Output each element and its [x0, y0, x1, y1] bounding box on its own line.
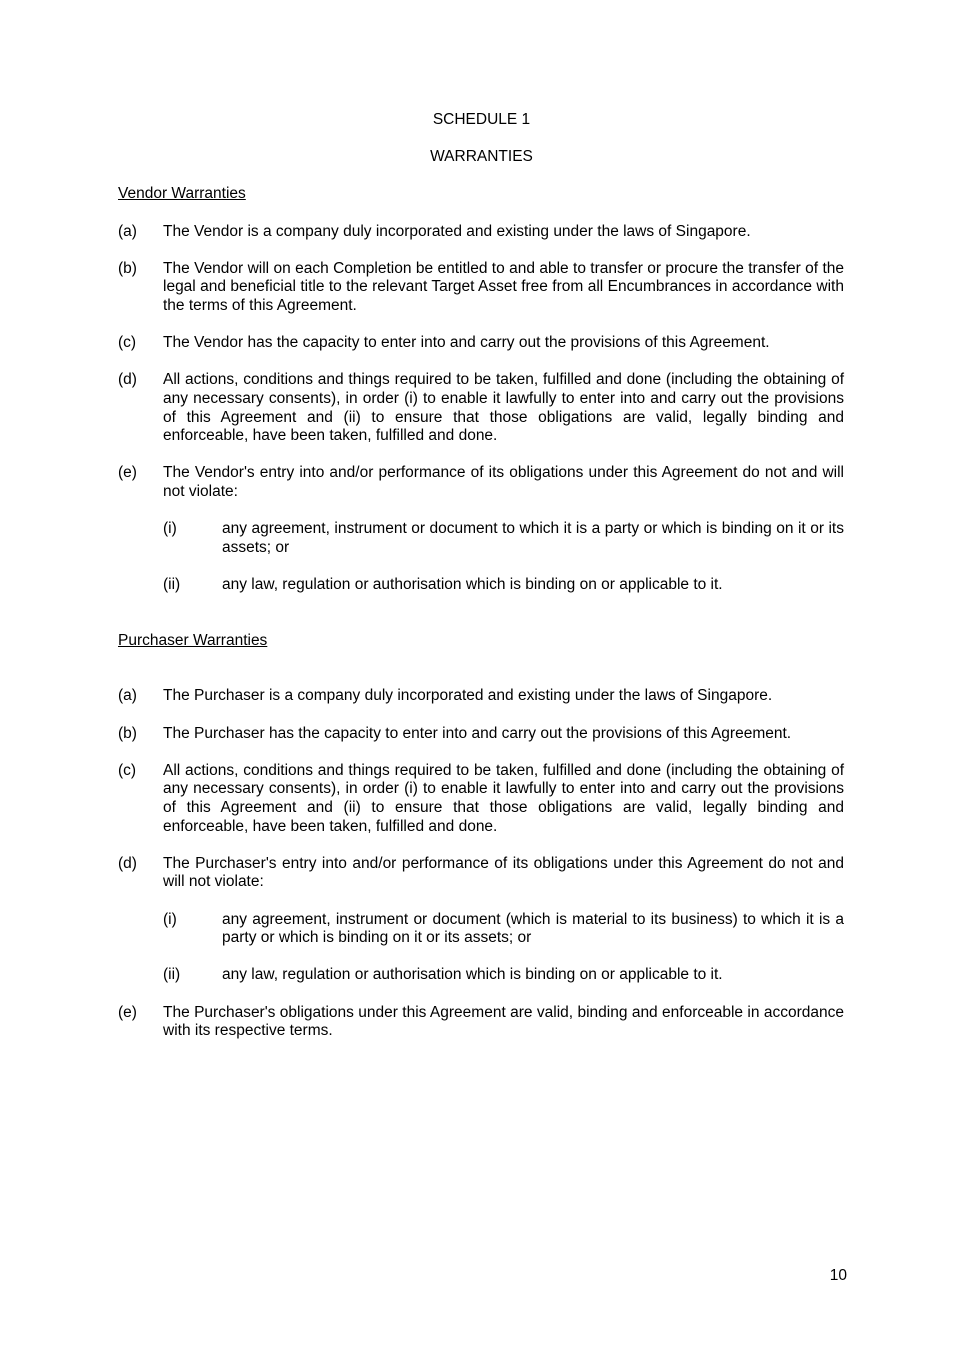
list-item-vendor-d [118, 371, 847, 445]
sub-list-item-vendor-e-i [118, 520, 847, 557]
subitem-text: any law, regulation or authorisation which is binding on or applicable to it. [222, 575, 723, 593]
item-label: (a) [118, 687, 137, 705]
subitem-label: (ii) [163, 966, 181, 984]
item-label: (e) [118, 464, 137, 482]
sub-list-item-vendor-e-ii [118, 576, 847, 595]
page-number: 10 [829, 1267, 847, 1284]
subitem-label: (i) [163, 520, 177, 538]
subitem-text: any law, regulation or authorisation which is binding on or applicable to it. [222, 966, 723, 984]
subitem-label: (i) [163, 910, 177, 928]
list-item-purchaser-a [118, 687, 847, 706]
item-text: The Purchaser's obligations under this Agreement are valid, binding and enforceable in accordance with its respective terms. [163, 1003, 844, 1040]
item-label: (c) [118, 334, 137, 352]
item-text: The Vendor has the capacity to enter into and carry out the provisions of this Agreement. [163, 334, 770, 352]
item-label: (b) [118, 259, 137, 277]
item-label: (a) [118, 222, 137, 240]
list-item-purchaser-b [118, 725, 847, 744]
item-text: The Vendor is a company duly incorporated and existing under the laws of Singapore. [163, 222, 751, 240]
list-item-purchaser-d [118, 855, 847, 892]
sub-list-item-purchaser-d-ii [118, 966, 847, 985]
item-text: The Purchaser has the capacity to enter into and carry out the provisions of this Agreement. [163, 724, 792, 742]
list-item-purchaser-e [118, 1004, 847, 1041]
schedule-title: SCHEDULE 1 [432, 111, 531, 128]
section-heading-purchaser-warranties: Purchaser Warranties [118, 631, 268, 649]
section-heading-vendor-warranties: Vendor Warranties [118, 185, 246, 203]
subitem-text: any agreement, instrument or document (which is material to its business) to which it is a party or which is binding on it or its assets; or [222, 910, 844, 947]
item-label: (d) [118, 371, 137, 389]
list-item-vendor-e [118, 464, 847, 501]
sub-list-item-purchaser-d-i [118, 911, 847, 948]
item-text: All actions, conditions and things required to be taken, fulfilled and done (including the obtaining of any necessary consents), in order (i) to enable it lawfully to enter into and carry out the provisions of this Agreement and (ii) to ensure that those obligations are valid, legally binding and enforceable, have been taken, fulfilled and done. [163, 761, 844, 835]
item-text: The Vendor's entry into and/or performance of its obligations under this Agreement do not and will not violate: [163, 464, 844, 500]
list-item-vendor-c [118, 334, 847, 353]
list-item-vendor-b [118, 260, 847, 316]
item-text: The Vendor will on each Completion be entitled to and able to transfer or procure the transfer of the legal and beneficial title to the relevant Target Asset free from all Encumbrances in accordance with the terms of this Agreement. [163, 259, 844, 314]
item-text: All actions, conditions and things required to be taken, fulfilled and done (including the obtaining of any necessary consents), in order (i) to enable it lawfully to enter into and carry out the provisions of this Agreement and (ii) to ensure that those obligations are valid, legally binding and enforceable, have been taken, fulfilled and done. [163, 371, 844, 445]
list-item-vendor-a [118, 223, 847, 242]
item-text: The Purchaser is a company duly incorporated and existing under the laws of Singapore. [163, 687, 773, 705]
item-label: (d) [118, 854, 137, 872]
item-label: (c) [118, 761, 137, 779]
item-label: (b) [118, 724, 137, 742]
item-label: (e) [118, 1003, 137, 1021]
subitem-label: (ii) [163, 575, 181, 593]
subitem-text: any agreement, instrument or document to which it is a party or which is binding on it or its assets; or [222, 520, 844, 556]
item-text: The Purchaser's entry into and/or performance of its obligations under this Agreement do not and will not violate: [163, 854, 844, 891]
warranties-title: WARRANTIES [430, 148, 533, 166]
list-item-purchaser-c [118, 762, 847, 836]
